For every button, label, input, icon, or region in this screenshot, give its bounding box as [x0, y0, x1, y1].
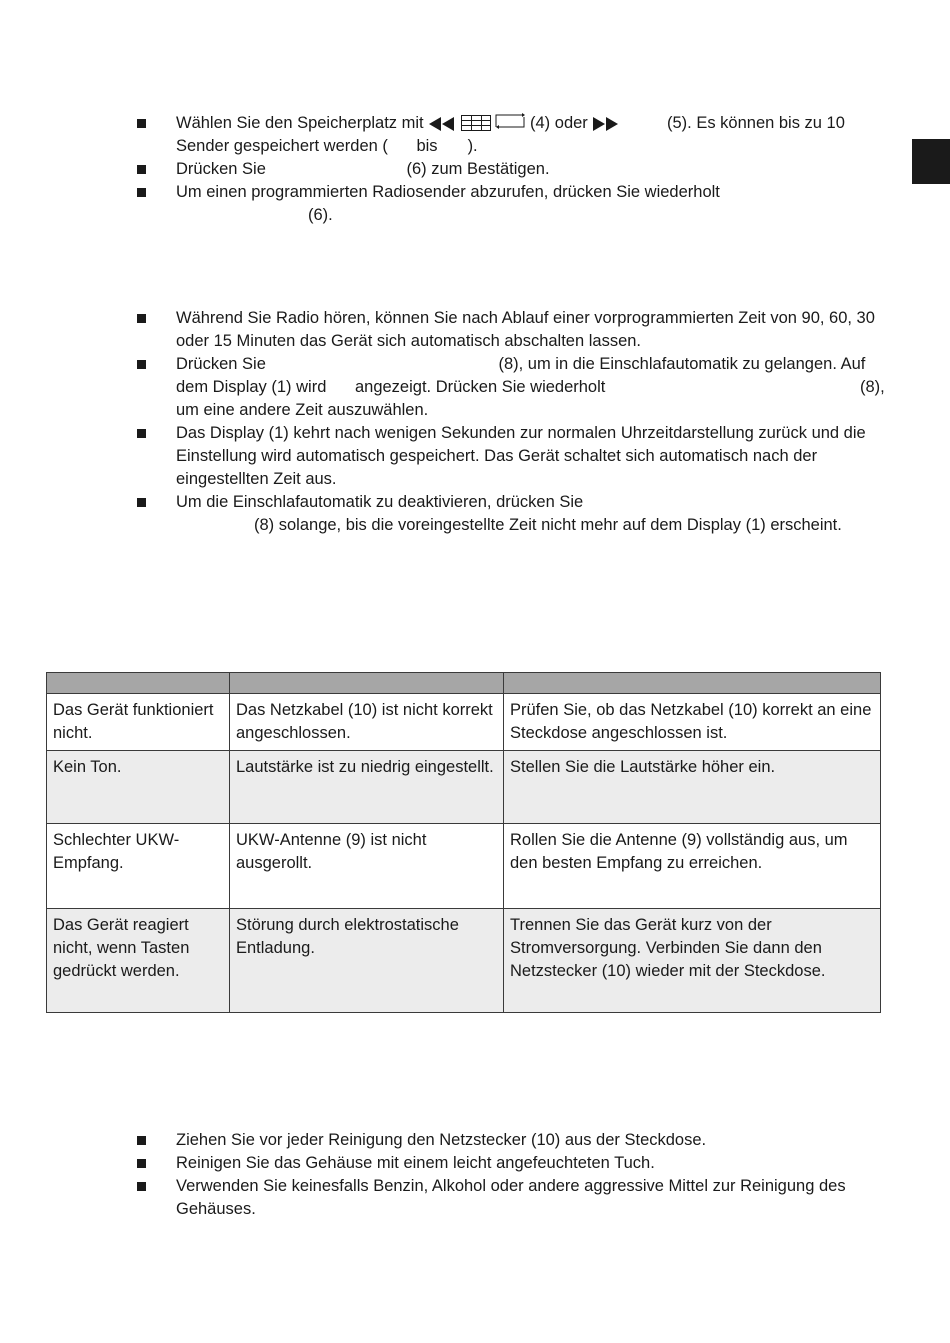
fast-forward-icon	[592, 117, 620, 131]
solution-cell: Prüfen Sie, ob das Netzkabel (10) korrekt an eine Steckdose angeschlossen ist.	[504, 694, 881, 751]
sleep-timer-section	[0, 307, 950, 537]
bullet-icon	[137, 165, 146, 174]
table-header-row	[47, 673, 881, 694]
bullet-icon	[137, 314, 146, 323]
list-item: Das Display (1) kehrt nach wenigen Sekunden zur normalen Uhrzeitdarstellung zurück und die Einstellung wird automatisch gespeichert. Das Gerät schaltet sich automatisch nach der eingestellten Zeit aus.	[0, 422, 950, 491]
table-row	[47, 751, 881, 824]
bullet-icon	[137, 360, 146, 369]
bullet-icon	[137, 119, 146, 128]
station-memory-section	[0, 112, 950, 227]
table-row	[47, 824, 881, 909]
bullet-icon	[137, 498, 146, 507]
problem-cell: Schlechter UKW-Empfang.	[47, 824, 230, 909]
list-item: Ziehen Sie vor jeder Reinigung den Netzstecker (10) aus der Steckdose.	[0, 1129, 950, 1152]
solution-cell: Trennen Sie das Gerät kurz von der Stromversorgung. Verbinden Sie dann den Netzstecker (10) wieder mit der Steckdose.	[504, 909, 881, 1013]
cause-cell: Störung durch elektrostatische Entladung.	[230, 909, 504, 1013]
table-row	[47, 694, 881, 751]
list-item: Während Sie Radio hören, können Sie nach Ablauf einer vorprogrammierten Zeit von 90, 60, 30 oder 15 Minuten das Gerät sich automatisch abschalten lassen.	[0, 307, 950, 353]
table-header-cell	[47, 673, 230, 694]
bullet-icon	[137, 429, 146, 438]
memory-grid-icon	[461, 115, 491, 131]
problem-cell: Kein Ton.	[47, 751, 230, 824]
bullet-icon	[137, 1182, 146, 1191]
list-item: Reinigen Sie das Gehäuse mit einem leicht angefeuchteten Tuch.	[0, 1152, 950, 1175]
solution-cell: Rollen Sie die Antenne (9) vollständig aus, um den besten Empfang zu erreichen.	[504, 824, 881, 909]
table-row	[47, 909, 881, 1013]
troubleshooting-table	[46, 672, 881, 1013]
list-item: Um die Einschlafautomatik zu deaktivieren, drücken Sie (8) solange, bis die voreingestellte Zeit nicht mehr auf dem Display (1) erscheint.	[0, 491, 950, 537]
cause-cell: UKW-Antenne (9) ist nicht ausgerollt.	[230, 824, 504, 909]
list-item: Verwenden Sie keinesfalls Benzin, Alkohol oder andere aggressive Mittel zur Reinigung des Gehäuses.	[0, 1175, 950, 1221]
bullet-icon	[137, 188, 146, 197]
list-item: Drücken Sie (6) zum Bestätigen.	[0, 158, 950, 181]
solution-cell: Stellen Sie die Lautstärke höher ein.	[504, 751, 881, 824]
cause-cell: Das Netzkabel (10) ist nicht korrekt angeschlossen.	[230, 694, 504, 751]
table-header-cell	[504, 673, 881, 694]
list-item: Drücken Sie (8), um in die Einschlafautomatik zu gelangen. Auf dem Display (1) wird angezeigt. Drücken Sie wiederholt (8), um eine andere Zeit auszuwählen.	[0, 353, 950, 422]
cause-cell: Lautstärke ist zu niedrig eingestellt.	[230, 751, 504, 824]
table-header-cell	[230, 673, 504, 694]
repeat-arrow-icon	[495, 113, 525, 131]
bullet-icon	[137, 1136, 146, 1145]
rewind-icon	[428, 117, 456, 131]
cleaning-section	[0, 1129, 950, 1221]
bullet-icon	[137, 1159, 146, 1168]
problem-cell: Das Gerät funktioniert nicht.	[47, 694, 230, 751]
list-item: Wählen Sie den Speicherplatz mit (4) oder (5). Es können bis zu 10 Sender gespeichert werden ( bis ).	[0, 112, 950, 158]
list-item: Um einen programmierten Radiosender abzurufen, drücken Sie wiederholt (6).	[0, 181, 950, 227]
problem-cell: Das Gerät reagiert nicht, wenn Tasten gedrückt werden.	[47, 909, 230, 1013]
